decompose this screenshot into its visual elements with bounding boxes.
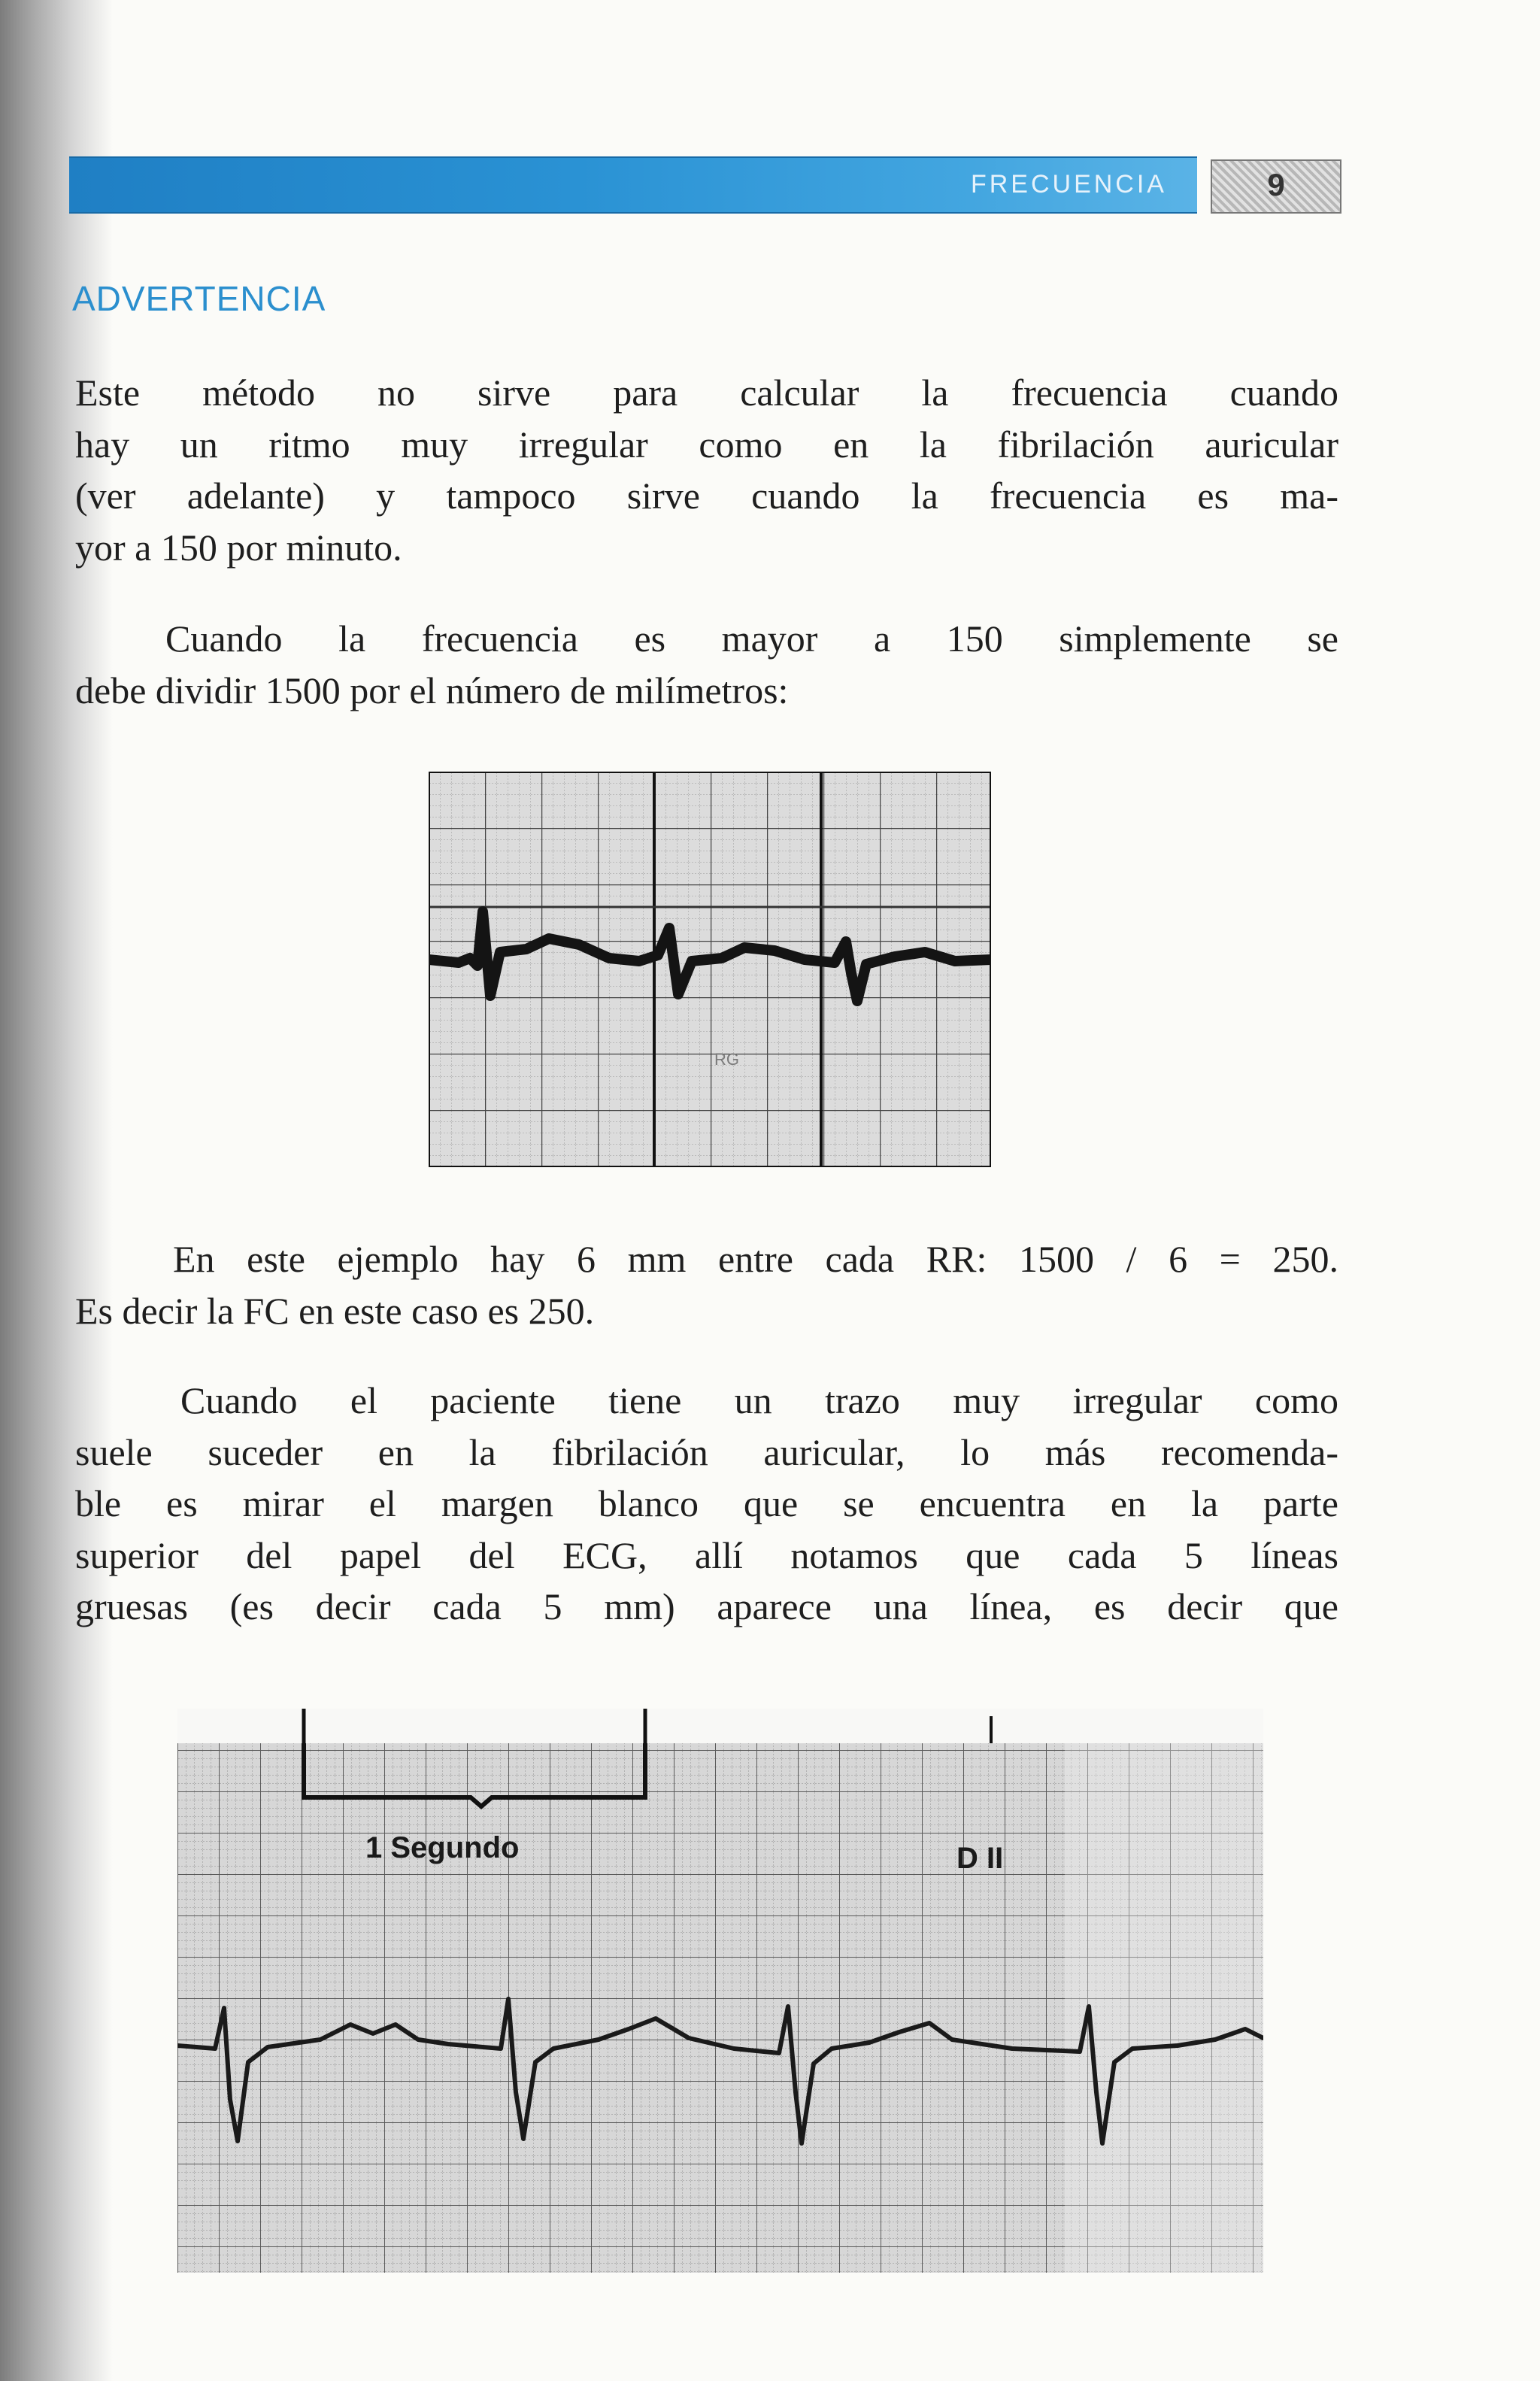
paragraph-warning: [75, 367, 1338, 573]
text-line: suele suceder en la fibrilación auricular, lo más recomenda-: [75, 1430, 1338, 1473]
paragraph-example: [75, 1233, 1338, 1336]
one-second-label: 1 Segundo: [365, 1831, 520, 1864]
text-line: Cuando la frecuencia es mayor a 150 simplemente se: [165, 617, 1338, 660]
ecg-strip-figure-2: [177, 1709, 1263, 2273]
page-number: 9: [1267, 167, 1285, 202]
chapter-header-bar: [69, 156, 1197, 214]
ecg-strip-figure-1: [429, 772, 991, 1167]
section-title: ADVERTENCIA: [72, 279, 326, 318]
paragraph-irregular-rhythm: [75, 1375, 1338, 1633]
text-line: Es decir la FC en este caso es 250.: [75, 1289, 595, 1332]
text-line: ble es mirar el margen blanco que se encuentra en la parte: [75, 1482, 1338, 1524]
paragraph-high-rate: [75, 613, 1338, 716]
ecg-faded-area: [1065, 1743, 1263, 2273]
page-number-box: [1211, 159, 1341, 214]
text-line: En este ejemplo hay 6 mm entre cada RR: 1500 / 6 = 250.: [173, 1238, 1338, 1280]
text-line: Cuando el paciente tiene un trazo muy irregular como: [180, 1379, 1338, 1421]
text-line: superior del papel del ECG, allí notamos que cada 5 líneas: [75, 1533, 1338, 1576]
ecg-grid-label: RG: [714, 1050, 739, 1069]
text-line: yor a 150 por minuto.: [75, 526, 402, 569]
text-line: hay un ritmo muy irregular como en la fibrilación auricular: [75, 423, 1338, 466]
text-line: gruesas (es decir cada 5 mm) aparece una línea, es decir que: [75, 1585, 1338, 1627]
text-line: debe dividir 1500 por el número de milímetros:: [75, 669, 789, 711]
lead-label: D II: [956, 1842, 1004, 1875]
chapter-title: FRECUENCIA: [970, 170, 1167, 199]
text-line: Este método no sirve para calcular la frecuencia cuando: [75, 372, 1338, 414]
text-line: (ver adelante) y tampoco sirve cuando la frecuencia es ma-: [75, 475, 1338, 517]
ecg-grid: [429, 772, 991, 1167]
book-spine-shadow: [0, 0, 113, 2381]
